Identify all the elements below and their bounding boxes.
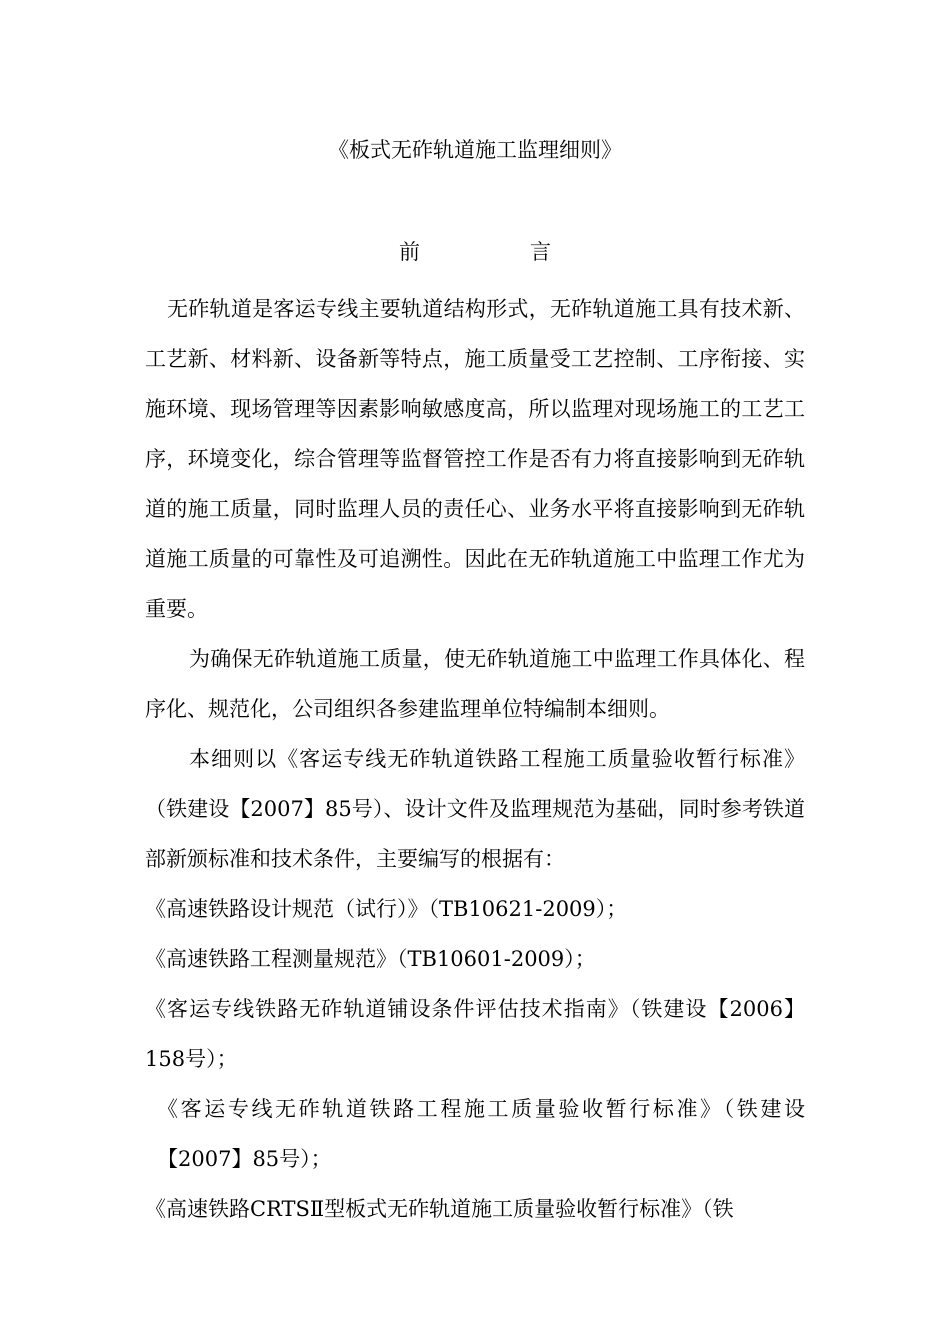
reference-item: 《高速铁路设计规范（试行）》（TB10621-2009）； (145, 897, 628, 921)
paragraph-intro: 无砟轨道是客运专线主要轨道结构形式，无砟轨道施工具有技术新、工艺新、材料新、设备新等特点，施工质量受工艺控制、工序衔接、实施环境、现场管理等因素影响敏感度高，所以监理对现场施工的工艺工序，环境变化，综合管理等监督管控工作是否有力将直接影响到无砟轨道的施工质量，同时监理人员的责任心、业务水平将直接影响到无砟轨道施工质量的可靠性及可追溯性。因此在无砟轨道施工中监理工作尤为重要。 (145, 297, 805, 621)
preface-heading (0, 236, 950, 268)
reference-item: 《客运专线无砟轨道铁路工程施工质量验收暂行标准》（铁建设【2007】85号）； (157, 1097, 805, 1171)
preface-heading-right: 言 (530, 240, 551, 264)
reference-item: 《高速铁路工程测量规范》（TB10601-2009）； (145, 947, 596, 971)
document-body (145, 284, 805, 1234)
reference-item: 《客运专线铁路无砟轨道铺设条件评估技术指南》（铁建设【2006】158号）； (145, 997, 805, 1071)
preface-heading-left: 前 (399, 240, 420, 264)
paragraph-basis: 本细则以《客运专线无砟轨道铁路工程施工质量验收暂行标准》（铁建设【2007】85号）、设计文件及监理规范为基础，同时参考铁道部新颁标准和技术条件，主要编写的根据有： (145, 747, 805, 871)
paragraph-purpose: 为确保无砟轨道施工质量，使无砟轨道施工中监理工作具体化、程序化、规范化，公司组织各参建监理单位特编制本细则。 (145, 647, 805, 721)
reference-item: 《高速铁路CRTSⅡ型板式无砟轨道施工质量验收暂行标准》（铁 (145, 1197, 734, 1221)
document-title: 《板式无砟轨道施工监理细则》 (328, 138, 622, 162)
